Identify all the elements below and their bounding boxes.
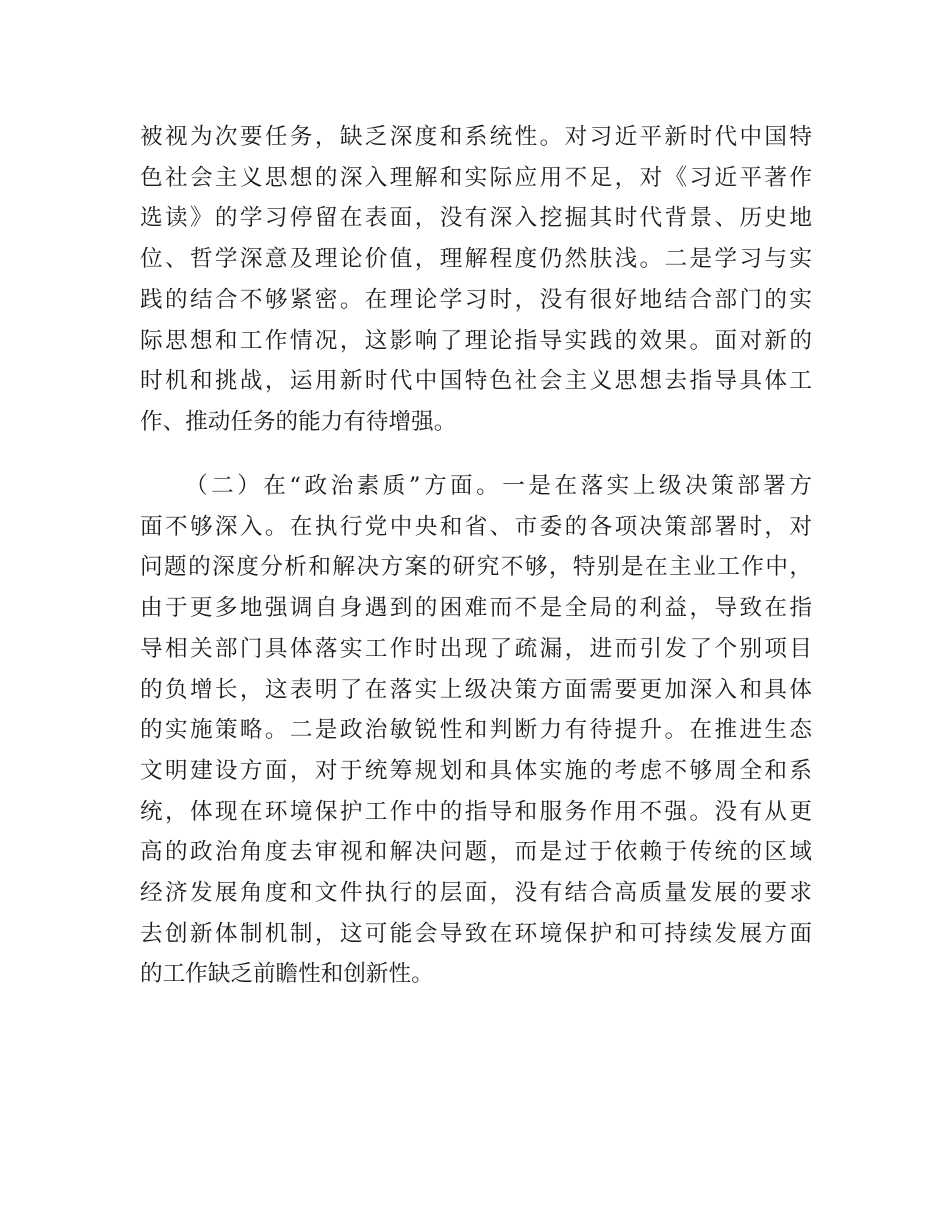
paragraph-line: 的工作缺乏前瞻性和创新性。: [140, 961, 434, 988]
paragraph-line: 导相关部门具体落实工作时出现了疏漏，进而引发了个别项目: [140, 635, 812, 662]
paragraph-line: 统，体现在环境保护工作中的指导和服务作用不强。没有从更: [140, 798, 812, 825]
paragraph-line: 选读》的学习停留在表面，没有深入挖掘其时代背景、历史地: [140, 205, 812, 232]
paragraph-line: 文明建设方面，对于统筹规划和具体实施的考虑不够周全和系: [140, 757, 812, 784]
paragraph-line: 问题的深度分析和解决方案的研究不够，特别是在主业工作中，: [140, 554, 812, 581]
paragraph-line: 的实施策略。二是政治敏锐性和判断力有待提升。在推进生态: [140, 717, 812, 744]
paragraph-line: 的负增长，这表明了在落实上级决策方面需要更加深入和具体: [140, 676, 812, 703]
paragraph-line: 作、推动任务的能力有待增强。: [140, 408, 457, 435]
paragraph-line: 面不够深入。在执行党中央和省、市委的各项决策部署时，对: [140, 513, 812, 540]
paragraph-line: 时机和挑战，运用新时代中国特色社会主义思想去指导具体工: [140, 368, 812, 395]
paragraph-line: （二）在“政治素质”方面。一是在落实上级决策部署方: [185, 473, 812, 499]
paragraph-line: 践的结合不够紧密。在理论学习时，没有很好地结合部门的实: [140, 286, 812, 313]
paragraph-line: 位、哲学深意及理论价值，理解程度仍然肤浅。二是学习与实: [140, 246, 812, 273]
paragraph-line: 高的政治角度去审视和解决问题，而是过于依赖于传统的区域: [140, 839, 812, 866]
paragraph-line: 经济发展角度和文件执行的层面，没有结合高质量发展的要求: [140, 880, 812, 906]
paragraph-line: 际思想和工作情况，这影响了理论指导实践的效果。面对新的: [140, 327, 812, 354]
paragraph-line: 色社会主义思想的深入理解和实际应用不足，对《习近平著作: [140, 164, 812, 191]
paragraph-line: 去创新体制机制，这可能会导致在环境保护和可持续发展方面: [140, 920, 812, 947]
paragraph-line: 由于更多地强调自身遇到的困难而不是全局的利益，导致在指: [140, 595, 812, 622]
paragraph-line: 被视为次要任务，缺乏深度和系统性。对习近平新时代中国特: [140, 124, 812, 150]
